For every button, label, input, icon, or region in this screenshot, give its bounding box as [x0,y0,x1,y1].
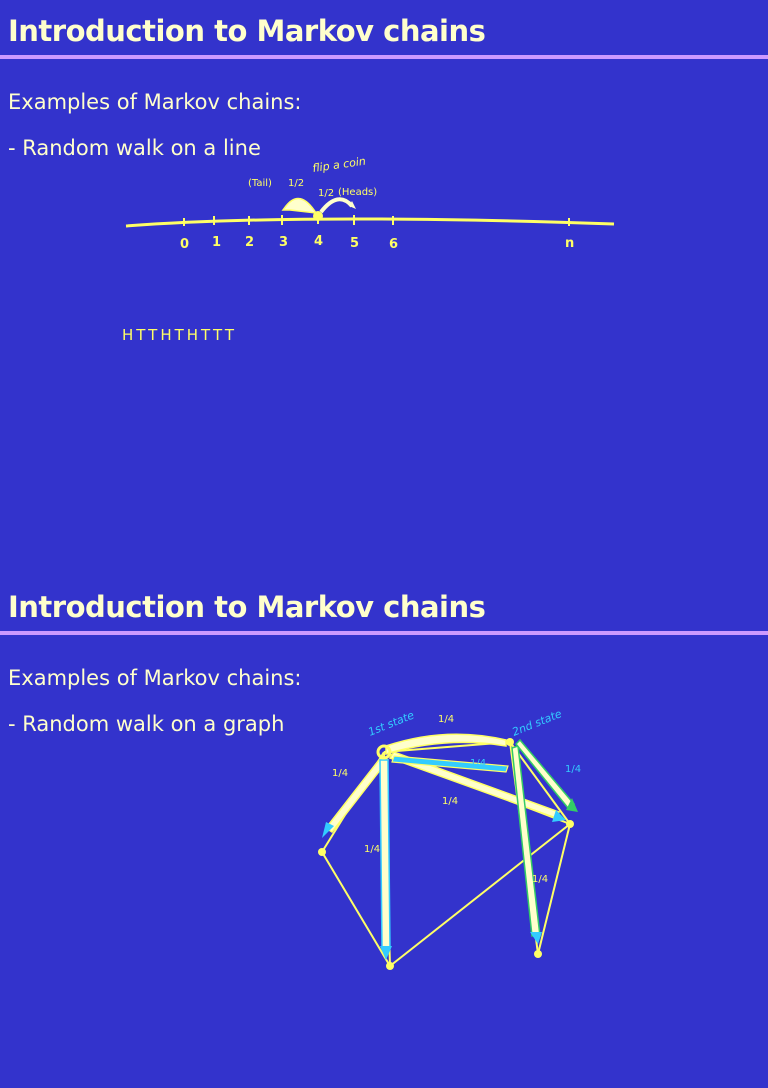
heads-note: (Heads) [338,187,378,198]
coin-sequence: HTTHTHTTT [122,326,238,344]
examples-heading: Examples of Markov chains: [8,90,302,114]
random-walk-line-drawing [0,0,768,512]
prob-label: 1/4 [470,758,487,769]
tail-note: (Tail) [248,178,272,189]
tail-prob: 1/2 [288,178,305,189]
prob-label: 1/4 [438,714,455,725]
tick-label: 5 [350,236,360,251]
slide-title: Introduction to Markov chains [8,590,486,624]
bullet-random-walk-graph: - Random walk on a graph [8,712,285,736]
tick-label: 0 [180,237,190,252]
tick-labels [180,234,574,252]
slide-1 [0,0,768,512]
prob-label: 1/4 [442,796,459,807]
slide-2 [0,576,768,1088]
flip-coin-note: flip a coin [311,154,367,175]
tick-label: 4 [314,234,324,249]
heads-prob: 1/2 [318,188,335,199]
examples-heading: Examples of Markov chains: [8,666,302,690]
tail-arc-arrow [283,198,316,213]
prob-label: 1/4 [532,874,549,885]
tick-label: 3 [279,235,289,250]
slide-title: Introduction to Markov chains [8,14,486,48]
tick-label: 2 [245,235,255,250]
prob-label: 1/4 [565,764,582,775]
prob-label: 1/4 [364,844,381,855]
tick-label: n [565,236,575,251]
number-line [126,219,614,226]
prob-label: 1/4 [332,768,349,779]
second-state-label: 2nd state [510,707,564,739]
random-walk-graph-drawing [0,576,768,1088]
first-state-label: 1st state [366,708,417,739]
heads-arc-arrow [321,199,352,212]
bullet-random-walk-line: - Random walk on a line [8,136,261,160]
tick-label: 1 [212,235,222,250]
tick-label: 6 [389,237,399,252]
